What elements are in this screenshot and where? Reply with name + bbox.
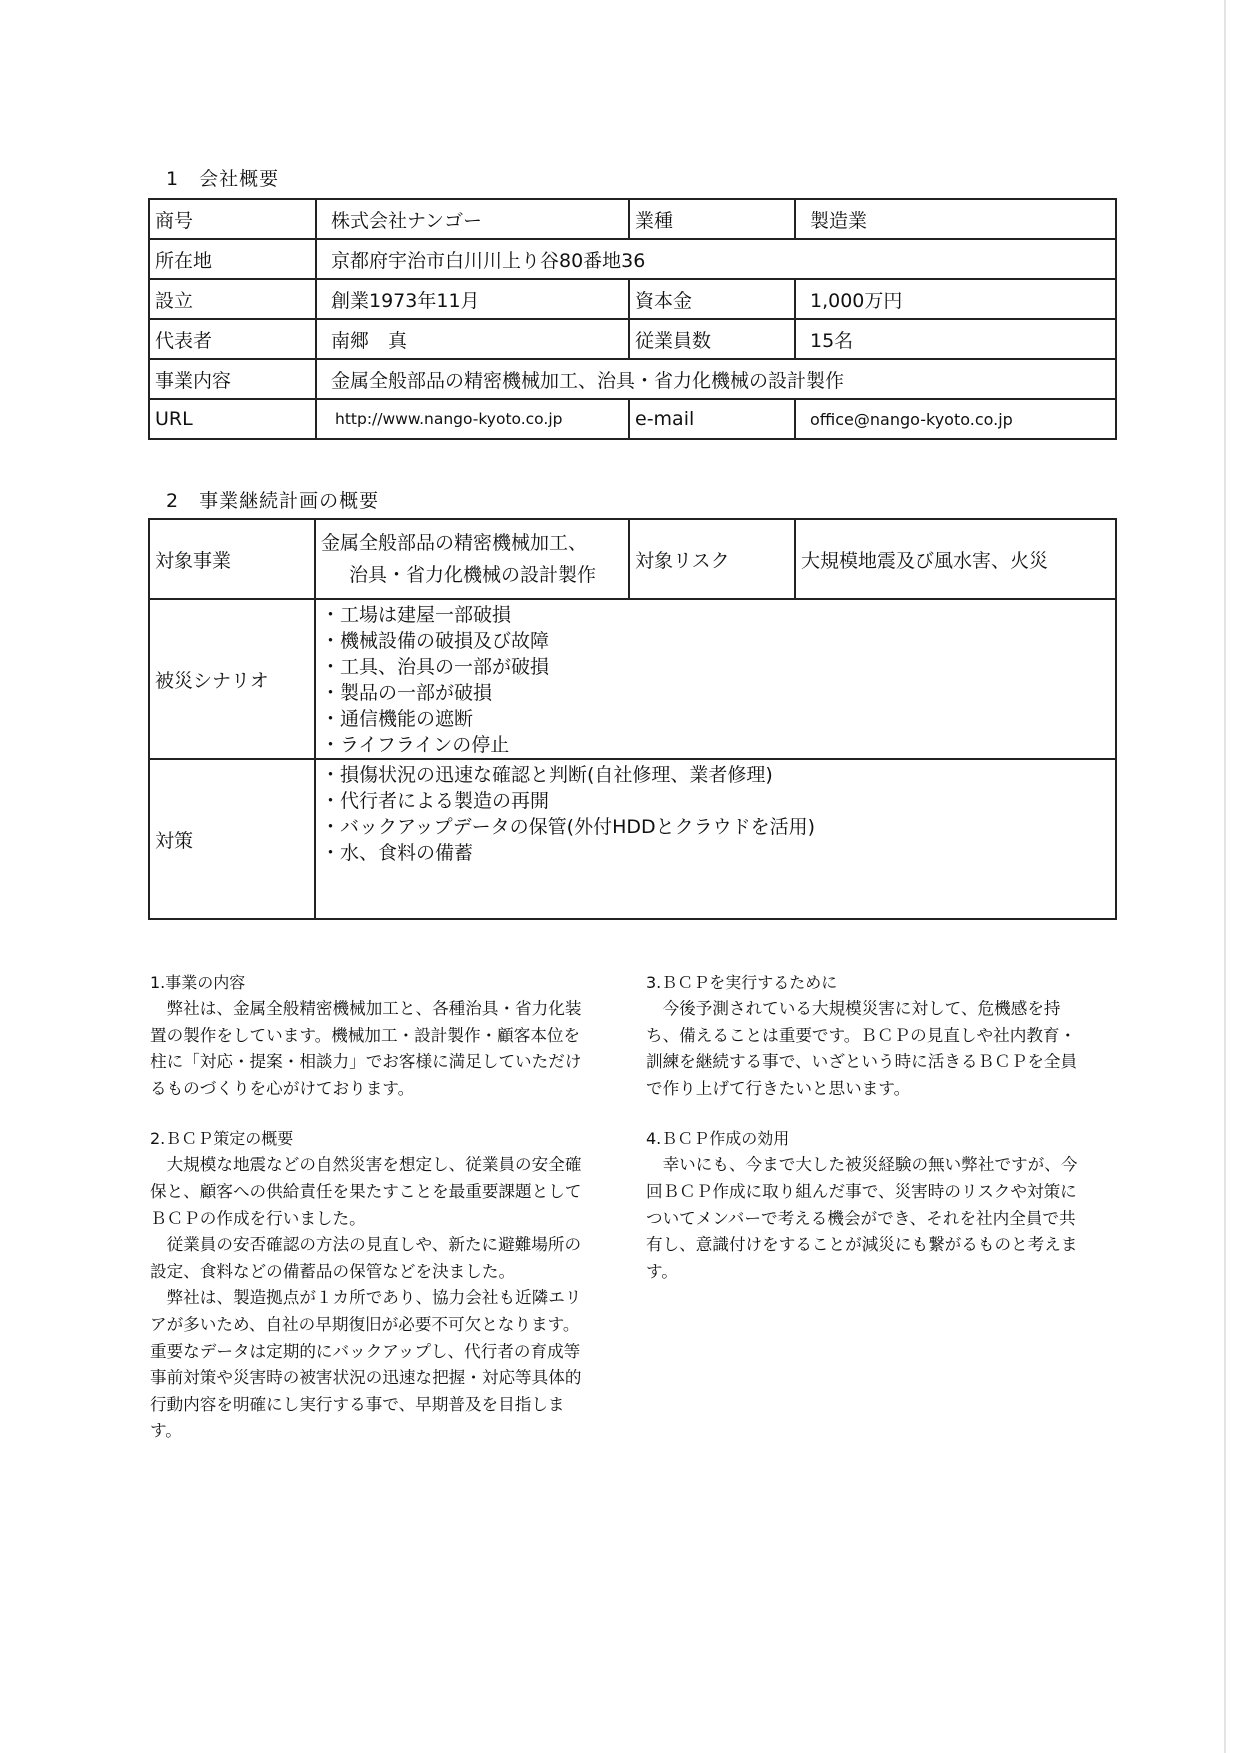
- scenario-cell: [315, 599, 1116, 759]
- table-row: [149, 199, 1116, 239]
- target-business-line: 治具・省力化機械の設計製作: [349, 564, 597, 586]
- note1-title: 1.事業の内容: [150, 973, 246, 992]
- address-label: 所在地: [149, 239, 316, 279]
- measures-cell: [315, 759, 1116, 919]
- note2-section: [150, 1126, 586, 1445]
- scan-page-edge: [1224, 0, 1226, 1753]
- industry-label: 業種: [629, 199, 795, 239]
- target-risk-label: 対象リスク: [629, 519, 795, 599]
- target-business-label: 対象事業: [149, 519, 315, 599]
- trade-name-value: 株式会社ナンゴー: [316, 199, 629, 239]
- list-item: ・機械設備の破損及び故障: [321, 630, 550, 652]
- list-item: ・バックアップデータの保管(外付HDDとクラウドを活用): [321, 816, 816, 838]
- notes-right-column: [646, 970, 1082, 1285]
- note3-paragraph: 今後予測されている大規模災害に対して、危機感を持ち、備えることは重要です。ＢＣＰの見直しや社内教育・訓練を継続する事で、いざという時に活きるＢＣＰを全員で作り上げて行きたいと思います。: [646, 999, 1078, 1098]
- note1-section: [150, 970, 586, 1102]
- section-spacer: [150, 1102, 586, 1126]
- list-item: ・工場は建屋一部破損: [321, 604, 512, 626]
- measures-label: 対策: [149, 759, 315, 919]
- employees-value: 15名: [795, 319, 1116, 359]
- established-value: 創業1973年11月: [316, 279, 629, 319]
- table-row: [149, 319, 1116, 359]
- target-risk-value: 大規模地震及び風水害、火災: [795, 519, 1116, 599]
- table-row: [149, 599, 1116, 759]
- section2-heading: 2 事業継続計画の概要: [166, 490, 380, 512]
- scenario-label: 被災シナリオ: [149, 599, 315, 759]
- target-business-line: 金属全般部品の精密機械加工、: [321, 532, 588, 554]
- list-item: ・水、食料の備蓄: [321, 842, 474, 864]
- company-overview-table: [148, 198, 1117, 440]
- business-value: 金属全般部品の精密機械加工、治具・省力化機械の設計製作: [316, 359, 1116, 399]
- industry-value: 製造業: [795, 199, 1116, 239]
- employees-label: 従業員数: [629, 319, 795, 359]
- note4-paragraph: 幸いにも、今まで大した被災経験の無い弊社ですが、今回ＢＣＰ作成に取り組んだ事で、災害時のリスクや対策についてメンバーで考える機会ができ、それを社内全員で共有し、意識付けをすることが減災にも繋がるものと考えます。: [646, 1155, 1078, 1281]
- list-item: ・代行者による製造の再開: [321, 790, 550, 812]
- bcp-overview-table: [148, 518, 1117, 920]
- section1-heading: 1 会社概要: [166, 168, 280, 190]
- table-row: [149, 359, 1116, 399]
- target-business-value: [315, 519, 629, 599]
- measures-list: [321, 762, 1115, 866]
- note3-title: 3.ＢＣＰを実行するために: [646, 973, 838, 992]
- note3-section: [646, 970, 1082, 1102]
- table-row: [149, 759, 1116, 919]
- table-row: [149, 399, 1116, 439]
- note1-paragraph: 弊社は、金属全般精密機械加工と、各種治具・省力化装置の製作をしています。機械加工・設計製作・顧客本位を柱に「対応・提案・相談力」でお客様に満足していただけるものづくりを心がけております。: [150, 999, 582, 1098]
- representative-value: 南郷 真: [316, 319, 629, 359]
- capital-value: 1,000万円: [795, 279, 1116, 319]
- address-value: 京都府宇治市白川川上り谷80番地36: [316, 239, 1116, 279]
- established-label: 設立: [149, 279, 316, 319]
- note2-paragraph: 大規模な地震などの自然災害を想定し、従業員の安全確保と、顧客への供給責任を果たすことを最重要課題としてＢＣＰの作成を行いました。: [150, 1155, 582, 1228]
- table-row: [149, 519, 1116, 599]
- table-row: [149, 239, 1116, 279]
- section-spacer: [646, 1102, 1082, 1126]
- table-row: [149, 279, 1116, 319]
- url-label: URL: [149, 399, 316, 439]
- note4-title: 4.ＢＣＰ作成の効用: [646, 1129, 790, 1149]
- url-link[interactable]: http://www.nango-kyoto.co.jp: [316, 399, 629, 439]
- scenario-list: [321, 602, 1115, 758]
- capital-label: 資本金: [629, 279, 795, 319]
- trade-name-label: 商号: [149, 199, 316, 239]
- list-item: ・損傷状況の迅速な確認と判断(自社修理、業者修理): [321, 764, 773, 786]
- list-item: ・通信機能の遮断: [321, 708, 474, 730]
- email-label: e-mail: [629, 399, 795, 439]
- list-item: ・ライフラインの停止: [321, 734, 510, 756]
- notes-left-column: [150, 970, 586, 1445]
- note4-section: [646, 1126, 1082, 1285]
- email-link[interactable]: office@nango-kyoto.co.jp: [795, 399, 1116, 439]
- note2-title: 2.ＢＣＰ策定の概要: [150, 1129, 294, 1149]
- list-item: ・工具、治具の一部が破損: [321, 656, 550, 678]
- note2-paragraph: 弊社は、製造拠点が１カ所であり、協力会社も近隣エリアが多いため、自社の早期復旧が必要不可欠となります。重要なデータは定期的にバックアップし、代行者の育成等事前対策や災害時の被害状況の迅速な把握・対応等具体的行動内容を明確にし実行する事で、早期普及を目指します。: [150, 1288, 582, 1441]
- note2-paragraph: 従業員の安否確認の方法の見直しや、新たに避難場所の設定、食料などの備蓄品の保管などを決ました。: [150, 1235, 582, 1281]
- representative-label: 代表者: [149, 319, 316, 359]
- list-item: ・製品の一部が破損: [321, 682, 493, 704]
- business-label: 事業内容: [149, 359, 316, 399]
